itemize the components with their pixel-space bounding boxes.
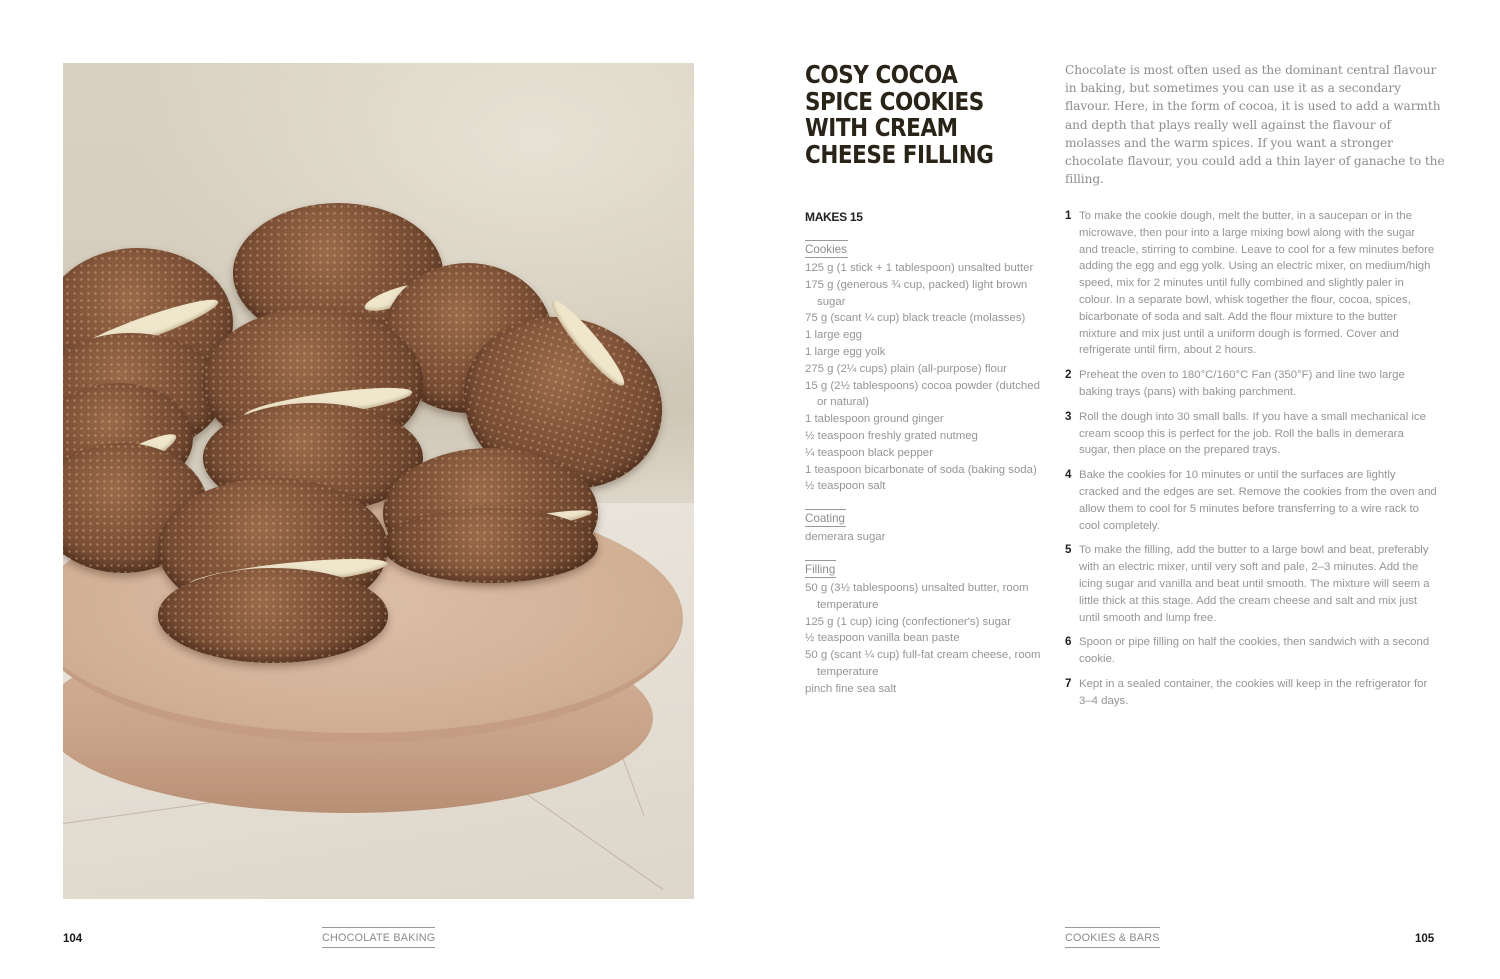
ingredient-item: ½ teaspoon vanilla bean paste — [805, 632, 960, 645]
step-number: 6 — [1065, 635, 1072, 649]
step-number: 4 — [1065, 468, 1072, 482]
step-text: To make the cookie dough, melt the butter, in a saucepan or in the microwave, then pour into a large mixing bowl along with the sugar and treacle, stirring to combine. Leave to cool for a few minutes before adding the egg and egg yolk. Using an electric mixer, on medium/high speed, mix for 2 minutes until fully combined and slightly paler in colour. In a separate bowl, whisk together the flour, cocoa, spices, bicarbonate of soda and salt. Add the flour mixture to the butter mixture and mix just until a uniform dough is formed. Cover and refrigerate until firm, about 2 hours. — [1079, 210, 1435, 357]
ingredient-item: 125 g (1 cup) icing (confectioner's) sugar — [805, 615, 1012, 628]
step-number: 3 — [1065, 409, 1072, 423]
ingredient-item: 75 g (scant ¼ cup) black treacle (molasses) — [805, 312, 1026, 325]
ingredient-item: 125 g (1 stick + 1 tablespoon) unsalted butter — [805, 262, 1034, 274]
step-text: Bake the cookies for 10 minutes or until the surfaces are lightly cracked and the edges are set. Remove the cookies from the oven and allow them to cool for 5 minutes before transferring to a wire rack to cool completely. — [1079, 469, 1437, 532]
method-step — [1065, 634, 1437, 668]
step-text: Preheat the oven to 180°C/160°C Fan (350°F) and line two large baking trays (pans) with baking parchment. — [1079, 369, 1405, 398]
ingredient-group-heading: Cookies — [805, 240, 848, 258]
ingredient-group-filling — [805, 560, 1045, 698]
cookie — [383, 508, 598, 583]
step-number: 7 — [1065, 676, 1072, 690]
page-number-left: 104 — [63, 933, 83, 945]
recipe-title: COSY COCOA SPICE COOKIES WITH CREAM CHEESE FILLING — [805, 60, 994, 169]
ingredients-list — [805, 240, 1045, 712]
ingredient-group-coating — [805, 509, 1045, 546]
step-text: Roll the dough into 30 small balls. If you have a small mechanical ice cream scoop this is perfect for the job. Roll the balls in demerara sugar, then place on the prepared trays. — [1079, 410, 1426, 457]
method-step — [1065, 208, 1437, 359]
ingredient-group-heading: Filling — [805, 560, 836, 578]
step-number: 5 — [1065, 543, 1072, 557]
step-text: Kept in a sealed container, the cookies will keep in the refrigerator for 3–4 days. — [1079, 677, 1428, 707]
ingredient-item: 1 tablespoon ground ginger — [805, 413, 944, 426]
ingredient-item: 1 large egg yolk — [805, 345, 886, 358]
step-number: 2 — [1065, 368, 1072, 382]
ingredient-item: 50 g (3½ tablespoons) unsalted butter, room temperature — [805, 581, 1029, 611]
ingredient-item: ¼ teaspoon black pepper — [805, 446, 933, 459]
method-step — [1065, 542, 1437, 626]
method-steps — [1065, 208, 1437, 718]
cookie — [158, 568, 388, 663]
method-step — [1065, 367, 1437, 401]
running-head-right: COOKIES & BARS — [1065, 927, 1160, 948]
ingredient-group-heading: Coating — [805, 509, 846, 527]
step-number: 1 — [1065, 209, 1072, 222]
step-text: Spoon or pipe filling on half the cookies, then sandwich with a second cookie. — [1079, 636, 1430, 666]
method-step — [1065, 676, 1437, 710]
yield-label: MAKES 15 — [805, 210, 863, 224]
ingredient-item: ½ teaspoon salt — [805, 480, 886, 493]
ingredient-item: ½ teaspoon freshly grated nutmeg — [805, 429, 978, 442]
ingredient-item: 50 g (scant ¼ cup) full-fat cream cheese, room temperature — [805, 649, 1041, 678]
recipe-photo — [63, 63, 694, 899]
method-step — [1065, 467, 1437, 534]
ingredient-item: 1 large egg — [805, 329, 862, 342]
ingredient-item: demerara sugar — [805, 531, 886, 544]
step-text: To make the filling, add the butter to a large bowl and beat, preferably with an electric mixer, until very soft and pale, 2–3 minutes. Add the icing sugar and vanilla and beat until smooth. The mixture will seem a little thick at this stage. Add the cream cheese and salt and mix just until smooth and lump free. — [1079, 544, 1430, 624]
page-number-right: 105 — [1415, 933, 1435, 945]
ingredient-item: 275 g (2¼ cups) plain (all-purpose) flour — [805, 362, 1007, 375]
ingredient-item: 1 teaspoon bicarbonate of soda (baking soda) — [805, 463, 1037, 476]
ingredient-group-cookies — [805, 240, 1045, 495]
method-step — [1065, 409, 1437, 459]
ingredient-item: 175 g (generous ¾ cup, packed) light brown sugar — [805, 278, 1028, 308]
running-head-left: CHOCOLATE BAKING — [322, 927, 435, 948]
recipe-intro: Chocolate is most often used as the dominant central flavour in baking, but sometimes you can use it as a secondary flavour. Here, in the form of cocoa, it is used to add a warmth and depth that plays really well against the flavour of molasses and the warm spices. If you want a stronger chocolate flavour, you could add a thin layer of ganache to the filling. — [1065, 63, 1445, 187]
ingredient-item: pinch fine sea salt — [805, 682, 897, 695]
ingredient-item: 15 g (2½ tablespoons) cocoa powder (dutched or natural) — [805, 379, 1040, 409]
